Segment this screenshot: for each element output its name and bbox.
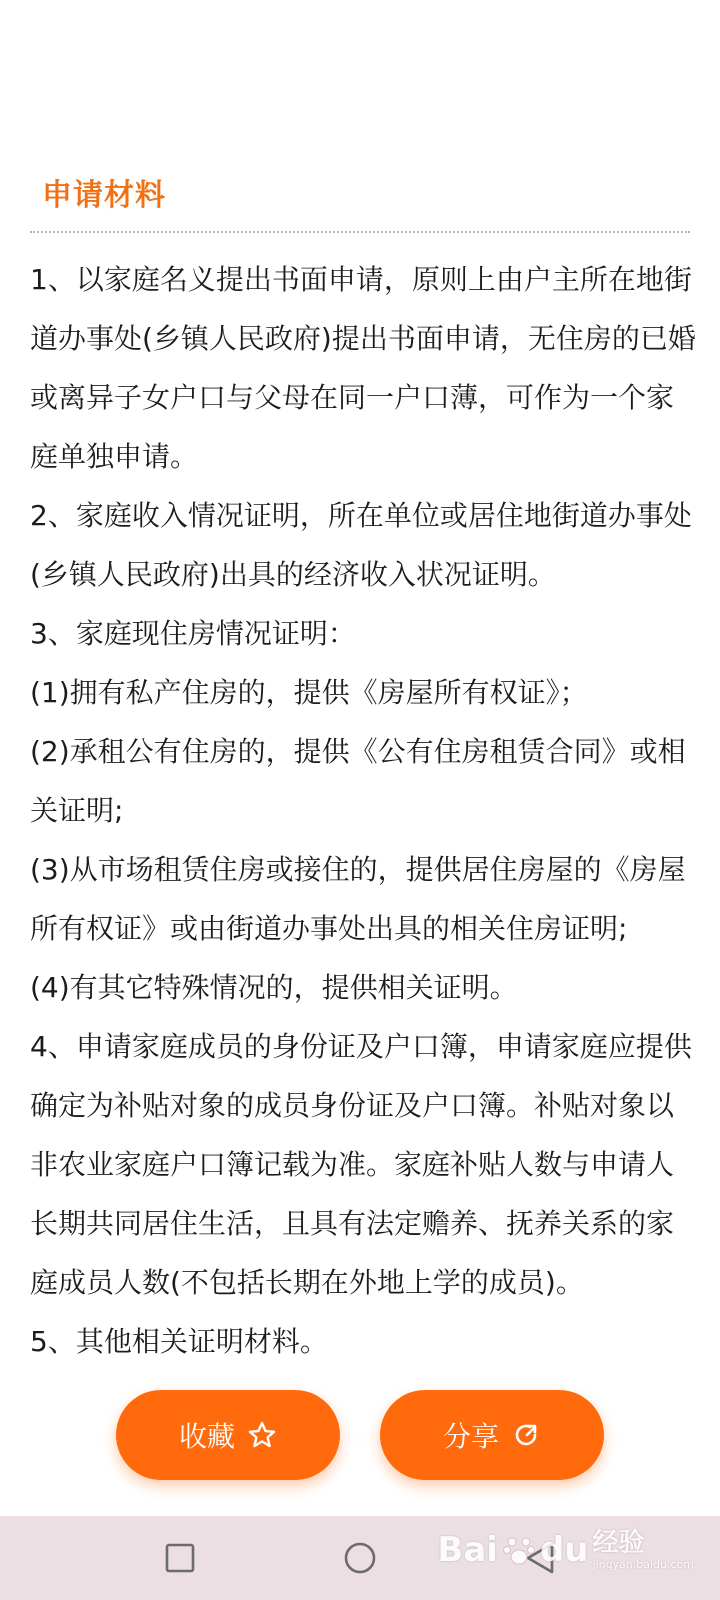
dotted-divider [30,231,690,233]
paragraph-4: 4、申请家庭成员的身份证及户口簿，申请家庭应提供确定为补贴对象的成员身份证及户口簿。补贴对象以非农业家庭户口簿记载为准。家庭补贴人数与申请人长期共同居住生活，且具有法定赡养、抚养关系的家庭成员人数(不包括长期在外地上学的成员)。 [30,1030,692,1299]
share-button[interactable] [380,1390,604,1480]
paragraph-1: 1、以家庭名义提出书面申请，原则上由户主所在地街道办事处(乡镇人民政府)提出书面申请，无住房的已婚或离异子女户口与父母在同一户口薄，可作为一个家庭单独申请。 [30,263,696,473]
watermark-text [592,1530,694,1570]
home-button[interactable] [300,1516,420,1600]
paragraph-3-3: (3)从市场租赁住房或接住的，提供居住房屋的《房屋所有权证》或由街道办事处出具的相关住房证明; [30,853,686,945]
watermark-name: 经验 [592,1528,645,1558]
share-label: 分享 [442,1420,499,1453]
section-title: 申请材料 [42,178,166,213]
paw-icon [502,1533,536,1567]
watermark-logo-suffix: du [539,1530,589,1570]
square-icon [165,1543,195,1573]
watermark-logo: Bai [437,1530,498,1570]
watermark-url: jingyan.baidu.com [592,1558,694,1571]
baidu-jingyan-watermark [437,1530,694,1570]
paragraph-3: 3、家庭现住房情况证明： [30,617,356,650]
share-refresh-icon [511,1420,541,1450]
paragraph-5: 5、其他相关证明材料。 [30,1325,328,1358]
favorite-button[interactable] [116,1390,340,1480]
paragraph-3-4: (4)有其它特殊情况的，提供相关证明。 [30,971,518,1004]
paragraph-3-2: (2)承租公有住房的，提供《公有住房租赁合同》或相关证明; [30,735,686,827]
favorite-label: 收藏 [178,1420,235,1453]
recent-apps-button[interactable] [120,1516,240,1600]
star-outline-icon [247,1420,277,1450]
circle-icon [343,1541,377,1575]
paragraph-2: 2、家庭收入情况证明，所在单位或居住地街道办事处(乡镇人民政府)出具的经济收入状况证明。 [30,499,692,591]
paragraph-3-1: (1)拥有私产住房的，提供《房屋所有权证》； [30,676,588,709]
article-content [30,250,696,1371]
